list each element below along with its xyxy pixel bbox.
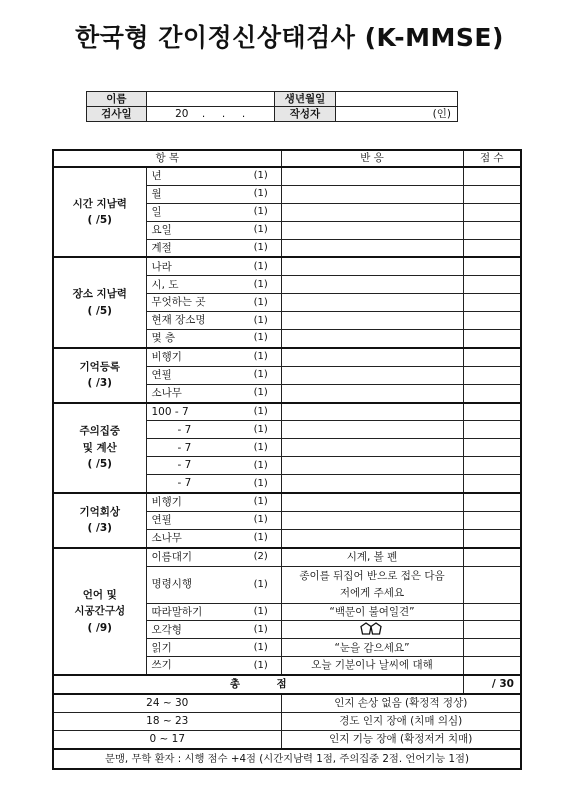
item-label (146, 257, 241, 275)
item-label (146, 348, 241, 366)
score-cell[interactable] (463, 403, 521, 421)
response-cell[interactable] (281, 312, 463, 330)
illiteracy-note: 문맹, 무학 환자 : 시행 점수 +4점 (시간지남력 1점, 주의집중 2점. 언어기능 1점) (53, 749, 521, 769)
name-label: 이름 (87, 92, 147, 107)
category-label: ( /3) (87, 522, 112, 535)
score-cell[interactable] (463, 312, 521, 330)
score-cell[interactable] (463, 167, 521, 185)
response-cell[interactable] (281, 294, 463, 312)
category-cell (53, 493, 146, 548)
category-label: ( /5) (87, 214, 112, 227)
score-cell[interactable] (463, 348, 521, 366)
score-cell[interactable] (463, 384, 521, 402)
writer-label: 작성자 (274, 107, 336, 122)
response-cell[interactable] (281, 603, 463, 621)
item-text: 년 (151, 170, 162, 183)
score-cell[interactable] (463, 239, 521, 257)
category-cell (53, 167, 146, 257)
item-label (146, 312, 241, 330)
score-cell[interactable] (463, 294, 521, 312)
item-label (146, 294, 241, 312)
score-cell[interactable] (463, 257, 521, 275)
response-cell[interactable] (281, 185, 463, 203)
item-label (146, 366, 241, 384)
item-label (146, 493, 241, 511)
item-label (146, 548, 241, 566)
item-text: 비행기 (151, 351, 182, 364)
score-cell[interactable] (463, 657, 521, 675)
score-range: 0 ~ 17 (53, 730, 281, 748)
item-label (146, 221, 241, 239)
item-label (146, 529, 241, 547)
item-points: (1) (241, 603, 281, 621)
response-prompt: 시계, 볼 펜 (346, 550, 398, 563)
score-cell[interactable] (463, 221, 521, 239)
score-cell[interactable] (463, 185, 521, 203)
item-text: - 7 (177, 423, 192, 436)
category-cell (53, 348, 146, 403)
item-text: 현재 장소명 (151, 314, 206, 327)
response-cell[interactable] (281, 475, 463, 493)
item-text: 명령시행 (151, 578, 193, 591)
item-points: (1) (241, 403, 281, 421)
score-cell[interactable] (463, 457, 521, 475)
response-cell[interactable] (281, 421, 463, 439)
item-points: (1) (241, 384, 281, 402)
writer-field[interactable] (336, 107, 458, 122)
score-cell[interactable] (463, 330, 521, 348)
category-cell (53, 257, 146, 347)
item-label (146, 384, 241, 402)
score-meaning: 인지 기능 장애 (확정저거 치매) (281, 730, 521, 748)
item-points: (1) (241, 566, 281, 603)
category-label: 장소 지남력 (72, 288, 127, 301)
table-row (53, 493, 521, 511)
patient-info-table (86, 91, 458, 122)
item-points: (1) (241, 475, 281, 493)
score-cell[interactable] (463, 421, 521, 439)
item-points: (1) (241, 294, 281, 312)
score-range: 24 ~ 30 (53, 694, 281, 712)
category-label: 시간 지남력 (72, 197, 127, 210)
score-cell[interactable] (463, 639, 521, 657)
score-cell[interactable] (463, 548, 521, 566)
item-text: 요일 (151, 223, 172, 236)
item-text: 연필 (151, 368, 172, 381)
response-cell[interactable] (281, 366, 463, 384)
item-points: (1) (241, 330, 281, 348)
item-points: (1) (241, 348, 281, 366)
category-label: ( /5) (87, 457, 112, 470)
response-cell[interactable] (281, 621, 463, 639)
total-row (53, 675, 521, 694)
item-points: (1) (241, 493, 281, 511)
item-text: 나라 (151, 260, 172, 273)
name-field[interactable] (146, 92, 274, 107)
response-cell[interactable] (281, 257, 463, 275)
response-prompt: “백문이 불여일견” (329, 605, 415, 618)
score-cell[interactable] (463, 475, 521, 493)
date-field[interactable]: 20 . . . (146, 107, 274, 122)
item-label (146, 421, 241, 439)
score-cell[interactable] (463, 366, 521, 384)
score-cell[interactable] (463, 621, 521, 639)
item-points: (1) (241, 529, 281, 547)
score-cell[interactable] (463, 529, 521, 547)
item-label (146, 603, 241, 621)
table-row (53, 403, 521, 421)
table-row (53, 257, 521, 275)
item-points: (1) (241, 639, 281, 657)
item-text: 오각형 (151, 623, 182, 636)
response-cell[interactable] (281, 167, 463, 185)
category-label: 언어 및 (82, 589, 117, 602)
birth-field[interactable] (336, 92, 458, 107)
header-response: 반 응 (281, 150, 463, 167)
response-cell[interactable] (281, 239, 463, 257)
score-cell[interactable] (463, 493, 521, 511)
category-label: ( /9) (87, 621, 112, 634)
item-points: (1) (241, 239, 281, 257)
response-cell[interactable] (281, 439, 463, 457)
score-cell[interactable] (463, 203, 521, 221)
item-label (146, 566, 241, 603)
item-points: (1) (241, 221, 281, 239)
total-label: 총 점 (53, 675, 463, 694)
interpretation-row (53, 694, 521, 712)
response-cell[interactable] (281, 403, 463, 421)
score-meaning: 인지 손상 없음 (확정적 정상) (281, 694, 521, 712)
item-label (146, 511, 241, 529)
response-prompt: 종이를 뒤집어 반으로 접은 다음 (299, 569, 445, 582)
item-label (146, 167, 241, 185)
category-label: 기억회상 (79, 506, 121, 519)
score-range: 18 ~ 23 (53, 712, 281, 730)
response-cell[interactable] (281, 276, 463, 294)
item-text: 쓰기 (151, 659, 172, 672)
response-cell[interactable] (281, 457, 463, 475)
response-cell[interactable] (281, 511, 463, 529)
item-text: 몇 층 (151, 332, 176, 345)
item-text: - 7 (177, 441, 192, 454)
category-label: 및 계산 (82, 441, 117, 454)
response-cell[interactable] (281, 657, 463, 675)
item-points: (1) (241, 439, 281, 457)
item-label (146, 439, 241, 457)
item-points: (1) (241, 457, 281, 475)
item-text: 이름대기 (151, 550, 193, 563)
score-meaning: 경도 인지 장애 (치매 의심) (281, 712, 521, 730)
response-cell[interactable] (281, 529, 463, 547)
response-cell[interactable] (281, 203, 463, 221)
item-points: (2) (241, 548, 281, 566)
item-points: (1) (241, 312, 281, 330)
score-cell[interactable] (463, 439, 521, 457)
response-cell[interactable] (281, 548, 463, 566)
header-item: 항 목 (53, 150, 281, 167)
table-row (53, 348, 521, 366)
item-label (146, 657, 241, 675)
header-score: 점 수 (463, 150, 521, 167)
item-points: (1) (241, 621, 281, 639)
item-text: 비행기 (151, 496, 182, 509)
category-label: ( /3) (87, 377, 112, 390)
response-prompt: 오늘 기분이나 날씨에 대해 (311, 659, 433, 672)
kmmse-table (52, 149, 522, 770)
interpretation-row (53, 712, 521, 730)
pentagon-drawing-icon (358, 622, 386, 636)
category-label: 시공간구성 (74, 605, 126, 618)
response-cell[interactable] (281, 348, 463, 366)
table-row (53, 548, 521, 566)
response-cell[interactable] (281, 566, 463, 603)
category-cell (53, 403, 146, 493)
item-label (146, 475, 241, 493)
page-title: 한국형 간이정신상태검사 (K-MMSE) (75, 23, 504, 52)
response-cell[interactable] (281, 639, 463, 657)
score-cell[interactable] (463, 566, 521, 603)
item-label (146, 330, 241, 348)
response-prompt: “눈을 감으세요” (334, 641, 410, 654)
item-text: 읽기 (151, 641, 172, 654)
item-text: 계절 (151, 241, 172, 254)
item-text: 무엇하는 곳 (151, 296, 206, 309)
item-label (146, 239, 241, 257)
item-label (146, 639, 241, 657)
score-cell[interactable] (463, 276, 521, 294)
interpretation-row (53, 730, 521, 748)
item-points: (1) (241, 276, 281, 294)
item-label (146, 185, 241, 203)
item-points: (1) (241, 257, 281, 275)
total-score[interactable]: / 30 (463, 675, 521, 694)
item-text: 일 (151, 205, 162, 218)
item-text: 연필 (151, 514, 172, 527)
item-points: (1) (241, 657, 281, 675)
item-label (146, 621, 241, 639)
response-cell[interactable] (281, 221, 463, 239)
item-text: 월 (151, 188, 162, 201)
response-cell[interactable] (281, 330, 463, 348)
item-text: 소나무 (151, 532, 182, 544)
table-row (53, 167, 521, 185)
seal-mark: (인) (432, 107, 451, 120)
category-cell (53, 548, 146, 675)
item-label (146, 457, 241, 475)
item-points: (1) (241, 185, 281, 203)
item-text: 100 - 7 (151, 405, 189, 418)
item-text: - 7 (177, 477, 192, 490)
score-cell[interactable] (463, 603, 521, 621)
birth-label: 생년월일 (274, 92, 336, 107)
item-text: 따라말하기 (151, 605, 203, 618)
item-points: (1) (241, 511, 281, 529)
item-points: (1) (241, 167, 281, 185)
response-cell[interactable] (281, 493, 463, 511)
category-label: ( /5) (87, 304, 112, 317)
note-row (53, 749, 521, 769)
item-text: 소나무 (151, 386, 182, 399)
item-points: (1) (241, 203, 281, 221)
category-label: 기억등록 (79, 360, 121, 373)
item-text: - 7 (177, 459, 192, 472)
item-text: 시, 도 (151, 278, 179, 291)
item-label (146, 403, 241, 421)
score-cell[interactable] (463, 511, 521, 529)
response-cell[interactable] (281, 384, 463, 402)
date-label: 검사일 (87, 107, 147, 122)
item-label (146, 276, 241, 294)
item-label (146, 203, 241, 221)
response-prompt: 저에게 주세요 (339, 586, 405, 599)
category-label: 주의집중 (79, 425, 121, 438)
item-points: (1) (241, 366, 281, 384)
item-points: (1) (241, 421, 281, 439)
